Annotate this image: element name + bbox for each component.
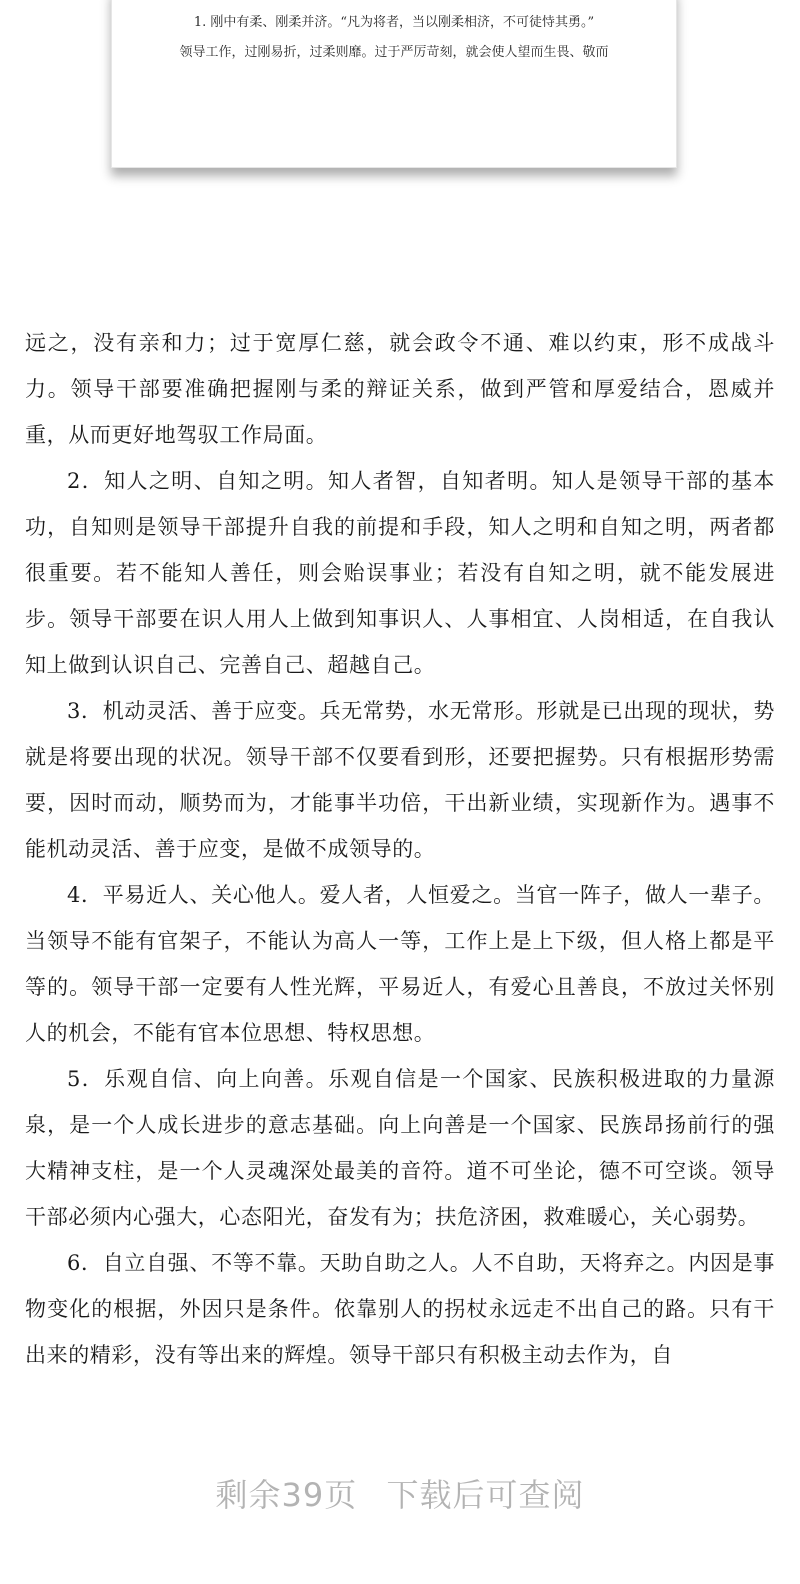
download-to-view-label: 下载后可查阅 [386,1476,585,1514]
paragraph-3: 3．机动灵活、善于应变。兵无常势，水无常形。形就是已出现的现状，势就是将要出现的状况。领导干部不仅要看到形，还要把握势。只有根据形势需要，因时而动，顺势而为，才能事半功倍，干出新业绩，实现新作为。遇事不能机动灵活、善于应变，是做不成领导的。 [25,699,775,861]
remaining-pages-label: 剩余39页 [215,1476,358,1514]
document-body [25,320,775,1378]
preview-line-2: 领导工作，过刚易折，过柔则靡。过于严厉苛刻，就会使人望而生畏、敬而 [179,45,609,60]
paragraph-6: 6．自立自强、不等不靠。天助自助之人。人不自助，天将弃之。内因是事物变化的根据，外因只是条件。依靠别人的拐杖永远走不出自己的路。只有干出来的精彩，没有等出来的辉煌。领导干部只有积极主动去作为，自 [25,1251,775,1367]
paragraph-4: 4．平易近人、关心他人。爱人者，人恒爱之。当官一阵子，做人一辈子。当领导不能有官架子，不能认为高人一等，工作上是上下级，但人格上都是平等的。领导干部一定要有人性光辉，平易近人，有爱心且善良，不放过关怀别人的机会，不能有官本位思想、特权思想。 [25,883,775,1045]
preview-line-1: 1. 刚中有柔、刚柔并济。“凡为将者，当以刚柔相济，不可徒恃其勇。” [193,15,595,30]
paragraph-5: 5．乐观自信、向上向善。乐观自信是一个国家、民族积极进取的力量源泉，是一个人成长进步的意志基础。向上向善是一个国家、民族昂扬前行的强大精神支柱，是一个人灵魂深处最美的音符。道不可坐论，德不可空谈。领导干部必须内心强大，心态阳光，奋发有为；扶危济困，救难暖心，关心弱势。 [25,1067,775,1229]
paragraph-continued: 远之，没有亲和力；过于宽厚仁慈，就会政令不通、难以约束，形不成战斗力。领导干部要准确把握刚与柔的辩证关系，做到严管和厚爱结合，恩威并重，从而更好地驾驭工作局面。 [25,331,775,447]
previous-page-preview [111,0,677,168]
remaining-pages-notice[interactable] [0,1470,800,1516]
paragraph-2: 2．知人之明、自知之明。知人者智，自知者明。知人是领导干部的基本功，自知则是领导干部提升自我的前提和手段，知人之明和自知之明，两者都很重要。若不能知人善任，则会贻误事业；若没有自知之明，就不能发展进步。领导干部要在识人用人上做到知事识人、人事相宜、人岗相适，在自我认知上做到认识自己、完善自己、超越自己。 [25,469,775,677]
